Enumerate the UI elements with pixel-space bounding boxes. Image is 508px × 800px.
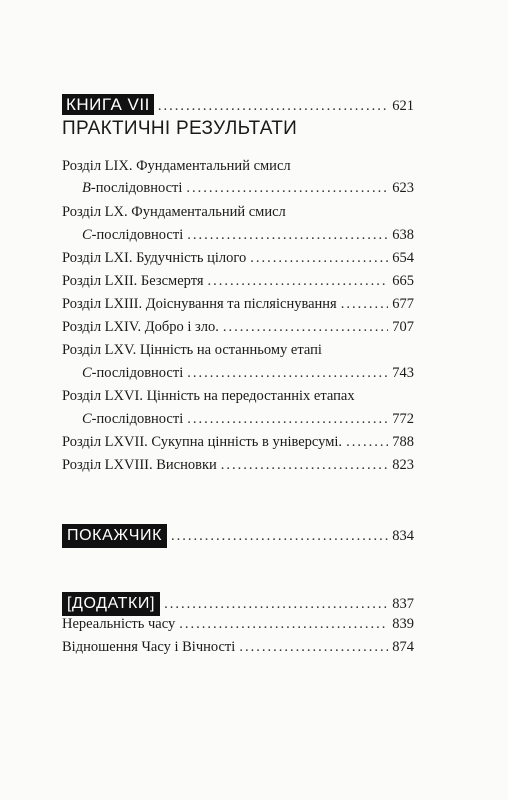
appendix-row (62, 592, 414, 616)
chapter-row (62, 365, 414, 382)
leader-dots (223, 319, 388, 336)
page-number: 677 (392, 296, 414, 312)
chapter-title: Розділ LXVI. Цінність на передостанніх етапах (62, 388, 355, 404)
chapter-row (62, 434, 414, 451)
index-label: ПОКАЖЧИК (62, 524, 167, 548)
chapter-title-italic: C (82, 411, 92, 427)
chapter-row (62, 457, 414, 474)
page-number: 621 (392, 98, 414, 114)
chapter-title: Розділ LXVIII. Висновки (62, 457, 217, 473)
chapter-title-italic: C (82, 227, 92, 243)
chapter-row (62, 180, 414, 197)
appendix-item-row (62, 639, 414, 656)
page-number: 665 (392, 273, 414, 289)
chapter-row (62, 388, 414, 405)
page-number: 839 (392, 616, 414, 632)
chapter-title: Розділ LXIII. Доіснування та післяіснування (62, 296, 337, 312)
leader-dots (187, 411, 388, 428)
appendix-item-title: Відношення Часу і Вічності (62, 639, 236, 655)
leader-dots (186, 180, 388, 197)
leader-dots (239, 639, 388, 656)
chapter-title (62, 180, 182, 197)
chapter-title-rest: -послідовності (91, 411, 184, 427)
page-number: 623 (392, 180, 414, 196)
page-number: 707 (392, 319, 414, 335)
chapter-row (62, 158, 414, 175)
chapter-row (62, 250, 414, 267)
leader-dots (179, 616, 388, 633)
chapter-row (62, 342, 414, 359)
page-number: 874 (392, 639, 414, 655)
leader-dots (187, 365, 388, 382)
chapter-row (62, 411, 414, 428)
leader-dots (341, 296, 389, 313)
book-label: КНИГА VII (62, 94, 154, 115)
chapter-title-italic: C (82, 365, 92, 381)
chapter-title-rest: -послідовності (90, 180, 183, 196)
chapter-title: Розділ LXVII. Сукупна цінність в універсумі. (62, 434, 343, 450)
leader-dots (158, 98, 388, 115)
leader-dots (346, 434, 388, 451)
leader-dots (250, 250, 388, 267)
chapter-title (62, 365, 183, 382)
chapter-row (62, 204, 414, 221)
leader-dots (221, 457, 389, 474)
chapter-title: Розділ LXIV. Добро і зло. (62, 319, 219, 335)
page-number: 654 (392, 250, 414, 266)
page-number: 834 (392, 528, 414, 544)
page-number: 638 (392, 227, 414, 243)
leader-dots (171, 528, 388, 545)
chapter-title (62, 227, 183, 244)
leader-dots (208, 273, 389, 290)
page-number: 788 (392, 434, 414, 450)
chapter-row (62, 227, 414, 244)
chapter-title: Розділ LXV. Цінність на останньому етапі (62, 342, 322, 358)
book-heading: ПРАКТИЧНІ РЕЗУЛЬТАТИ (62, 118, 298, 139)
page-number: 837 (392, 596, 414, 612)
chapter-title (62, 411, 183, 428)
appendix-item-title: Нереальність часу (62, 616, 176, 632)
book-row (62, 94, 414, 115)
chapter-title: Розділ LXI. Будучність цілого (62, 250, 247, 266)
leader-dots (187, 227, 388, 244)
appendix-item-row (62, 616, 414, 633)
chapter-title: Розділ LXII. Безсмертя (62, 273, 204, 289)
page-number: 823 (392, 457, 414, 473)
chapter-title-rest: -послідовності (91, 227, 184, 243)
page-number: 772 (392, 411, 414, 427)
chapter-title-rest: -послідовності (91, 365, 184, 381)
index-row (62, 524, 414, 548)
chapter-title-italic: B (82, 180, 91, 196)
chapter-row (62, 273, 414, 290)
leader-dots (164, 596, 388, 613)
page-number: 743 (392, 365, 414, 381)
chapter-row (62, 296, 414, 313)
chapter-title: Розділ LX. Фундаментальний смисл (62, 204, 286, 220)
chapter-row (62, 319, 414, 336)
appendix-label: [ДОДАТКИ] (62, 592, 160, 616)
chapter-title: Розділ LIX. Фундаментальний смисл (62, 158, 291, 174)
